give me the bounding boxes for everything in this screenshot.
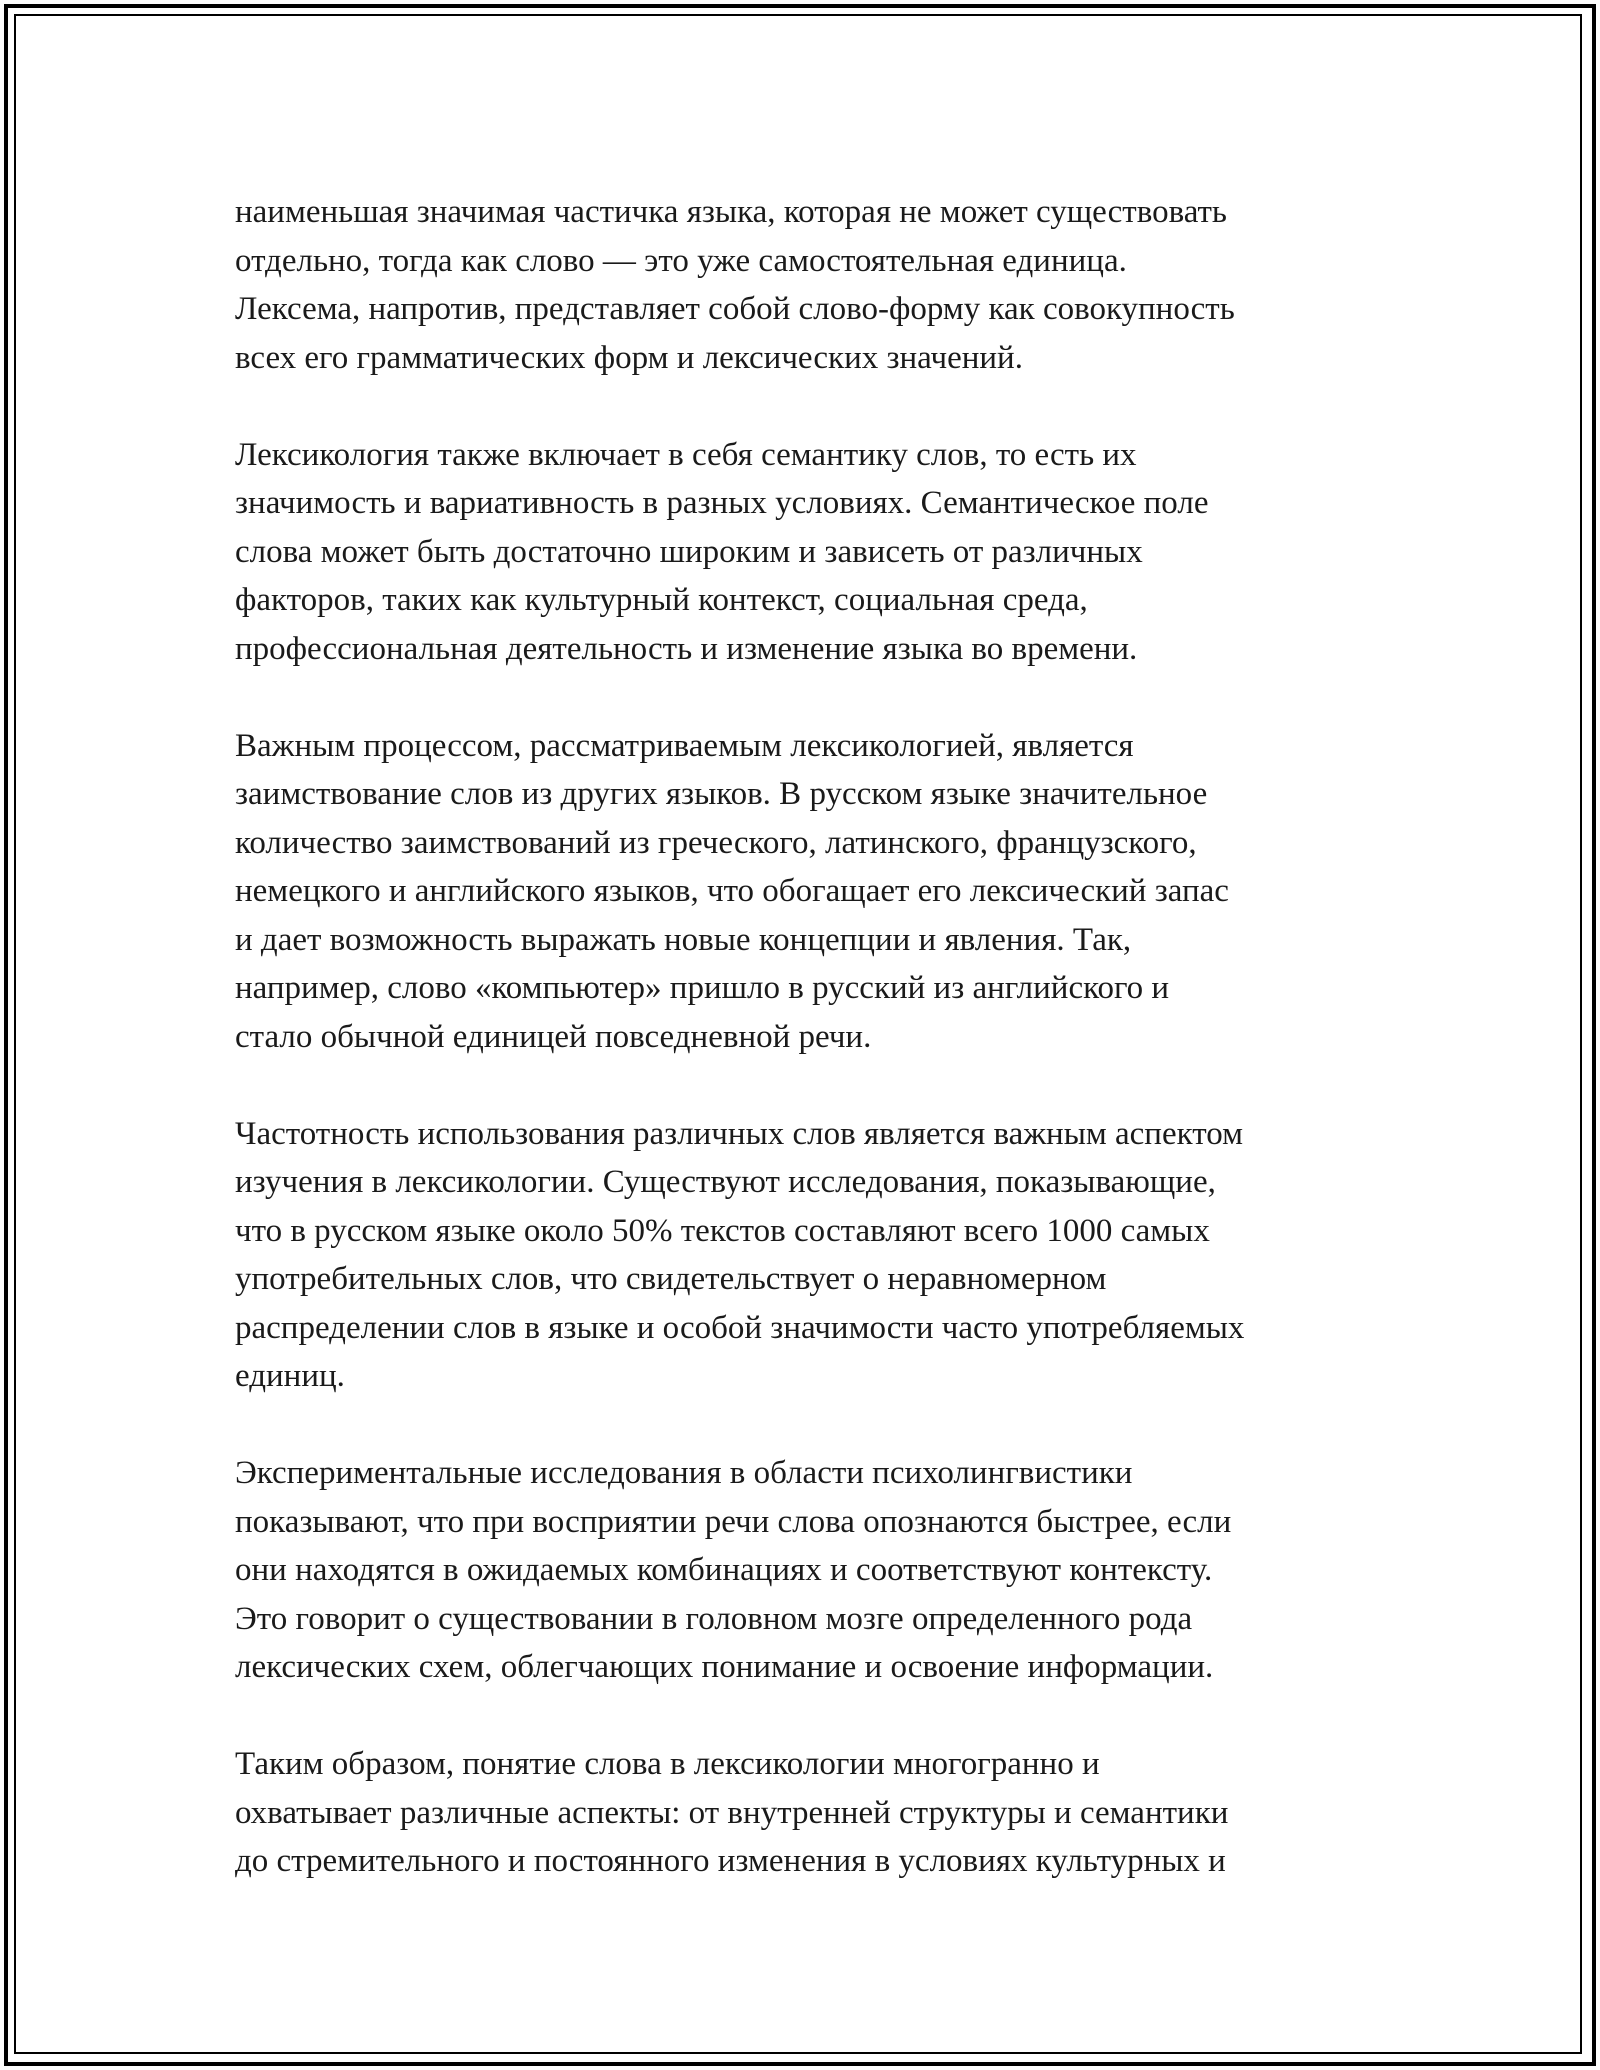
text-line: они находятся в ожидаемых комбинациях и соответствуют контексту. bbox=[235, 1552, 1213, 1588]
text-line: Лексикология также включает в себя семантику слов, то есть их bbox=[235, 436, 1137, 473]
text-line: единиц. bbox=[235, 1358, 345, 1394]
text-line: значимость и вариативность в разных условиях. Семантическое поле bbox=[235, 485, 1209, 521]
paragraph-6 bbox=[235, 1740, 1365, 1886]
text-line: стало обычной единицей повседневной речи. bbox=[235, 1018, 872, 1055]
text-line: наименьшая значимая частичка языка, которая не может существовать bbox=[235, 194, 1227, 230]
text-line: Лексема, напротив, представляет собой слово-форму как совокупность bbox=[235, 291, 1235, 327]
text-line: немецкого и английского языков, что обогащает его лексический запас bbox=[235, 873, 1229, 909]
text-line: показывают, что при восприятии речи слова опознаются быстрее, если bbox=[235, 1503, 1232, 1540]
text-line: слова может быть достаточно широким и зависеть от различных bbox=[235, 533, 1143, 570]
text-line: например, слово «компьютер» пришло в русский из английского и bbox=[235, 970, 1170, 1006]
text-line: Это говорит о существовании в головном мозге определенного рода bbox=[235, 1600, 1193, 1637]
text-line: факторов, таких как культурный контекст, социальная среда, bbox=[235, 582, 1088, 618]
text-line: профессиональная деятельность и изменение языка во времени. bbox=[235, 630, 1138, 667]
text-line: лексических схем, облегчающих понимание и освоение информации. bbox=[235, 1649, 1214, 1685]
paragraph-5 bbox=[235, 1449, 1365, 1692]
text-line: распределении слов в языке и особой значимости часто употребляемых bbox=[235, 1309, 1245, 1346]
paragraph-1 bbox=[235, 188, 1365, 382]
text-line: употребительных слов, что свидетельствует о неравномерном bbox=[235, 1261, 1107, 1297]
paragraph-3 bbox=[235, 722, 1365, 1062]
text-line: всех его грамматических форм и лексических значений. bbox=[235, 339, 1023, 376]
paragraph-2 bbox=[235, 431, 1365, 674]
text-line: отдельно, тогда как слово — это уже самостоятельная единица. bbox=[235, 242, 1127, 279]
text-line: Частотность использования различных слов является важным аспектом bbox=[235, 1115, 1243, 1152]
text-line: заимствование слов из других языков. В русском языке значительное bbox=[235, 776, 1208, 812]
text-line: Важным процессом, рассматриваемым лексикологией, является bbox=[235, 727, 1134, 764]
text-line: и дает возможность выражать новые концепции и явления. Так, bbox=[235, 921, 1132, 958]
text-line: охватывает различные аспекты: от внутренней структуры и семантики bbox=[235, 1794, 1229, 1831]
paragraph-4 bbox=[235, 1110, 1365, 1401]
text-line: что в русском языке около 50% текстов составляют всего 1000 самых bbox=[235, 1212, 1210, 1249]
text-line: Экспериментальные исследования в области психолингвистики bbox=[235, 1455, 1133, 1491]
text-line: Таким образом, понятие слова в лексикологии многогранно и bbox=[235, 1746, 1100, 1782]
document-body bbox=[235, 188, 1365, 1934]
text-line: количество заимствований из греческого, латинского, французского, bbox=[235, 824, 1197, 861]
text-line: изучения в лексикологии. Существуют исследования, показывающие, bbox=[235, 1164, 1216, 1200]
text-line: до стремительного и постоянного изменения в условиях культурных и bbox=[235, 1843, 1226, 1879]
